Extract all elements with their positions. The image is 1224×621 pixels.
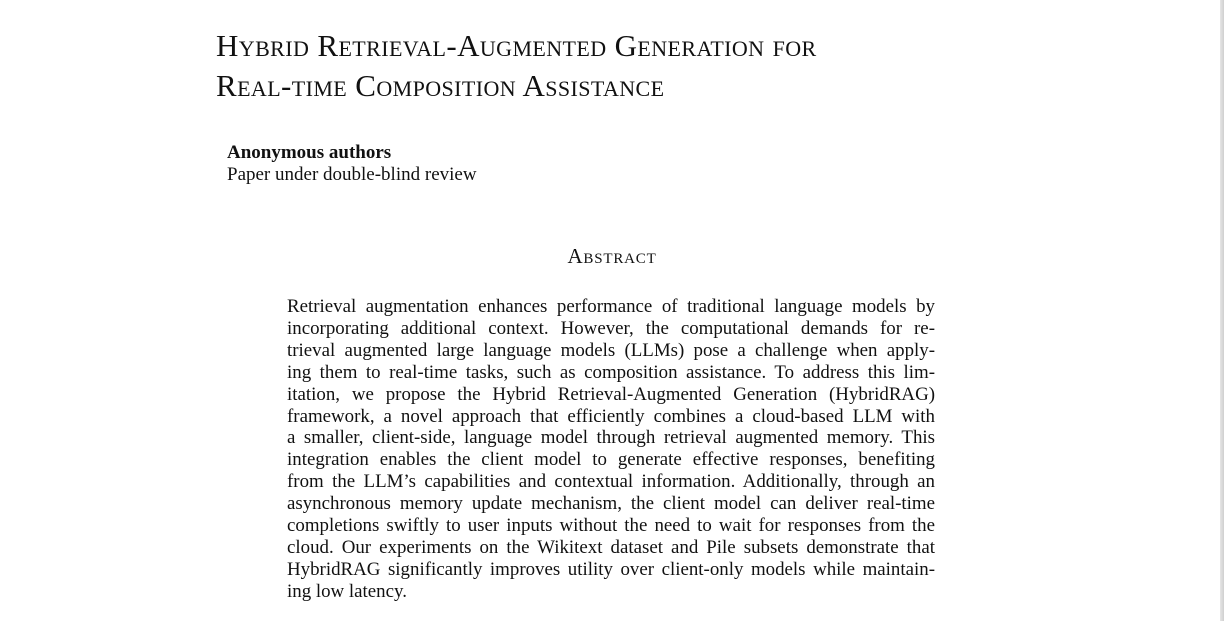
paper-title — [216, 26, 1096, 106]
abstract-line: trieval augmented large language models (LLMs) pose a challenge when apply- — [287, 339, 935, 361]
review-note: Paper under double-blind review — [227, 164, 477, 185]
abstract-line: incorporating additional context. However, the computational demands for re- — [287, 317, 935, 339]
abstract-line: a smaller, client-side, language model through retrieval augmented memory. This — [287, 427, 935, 449]
page-edge — [1220, 0, 1224, 621]
title-line: Real-time Composition Assistance — [216, 68, 665, 103]
abstract-line: integration enables the client model to generate effective responses, benefiting — [287, 449, 935, 471]
abstract-heading: Abstract — [567, 244, 657, 268]
abstract-line: completions swiftly to user inputs without the need to wait for responses from the — [287, 515, 935, 537]
abstract-body — [287, 296, 935, 603]
author-names: Anonymous authors — [227, 142, 392, 163]
abstract-line: Retrieval augmentation enhances performance of traditional language models by — [287, 296, 935, 317]
abstract-line: itation, we propose the Hybrid Retrieval-Augmented Generation (HybridRAG) — [287, 383, 935, 405]
abstract-line: ing them to real-time tasks, such as composition assistance. To address this lim- — [287, 361, 935, 383]
author-block — [227, 142, 477, 186]
abstract-line: asynchronous memory update mechanism, the client model can deliver real-time — [287, 493, 935, 515]
abstract-line: cloud. Our experiments on the Wikitext dataset and Pile subsets demonstrate that — [287, 536, 935, 558]
abstract-line: HybridRAG significantly improves utility over client-only models while maintain- — [287, 558, 935, 580]
abstract-line: from the LLM’s capabilities and contextual information. Additionally, through an — [287, 471, 935, 493]
abstract-line: ing low latency. — [287, 580, 407, 602]
title-line: Hybrid Retrieval-Augmented Generation for — [216, 28, 817, 63]
abstract-line: framework, a novel approach that efficiently combines a cloud-based LLM with — [287, 405, 935, 427]
